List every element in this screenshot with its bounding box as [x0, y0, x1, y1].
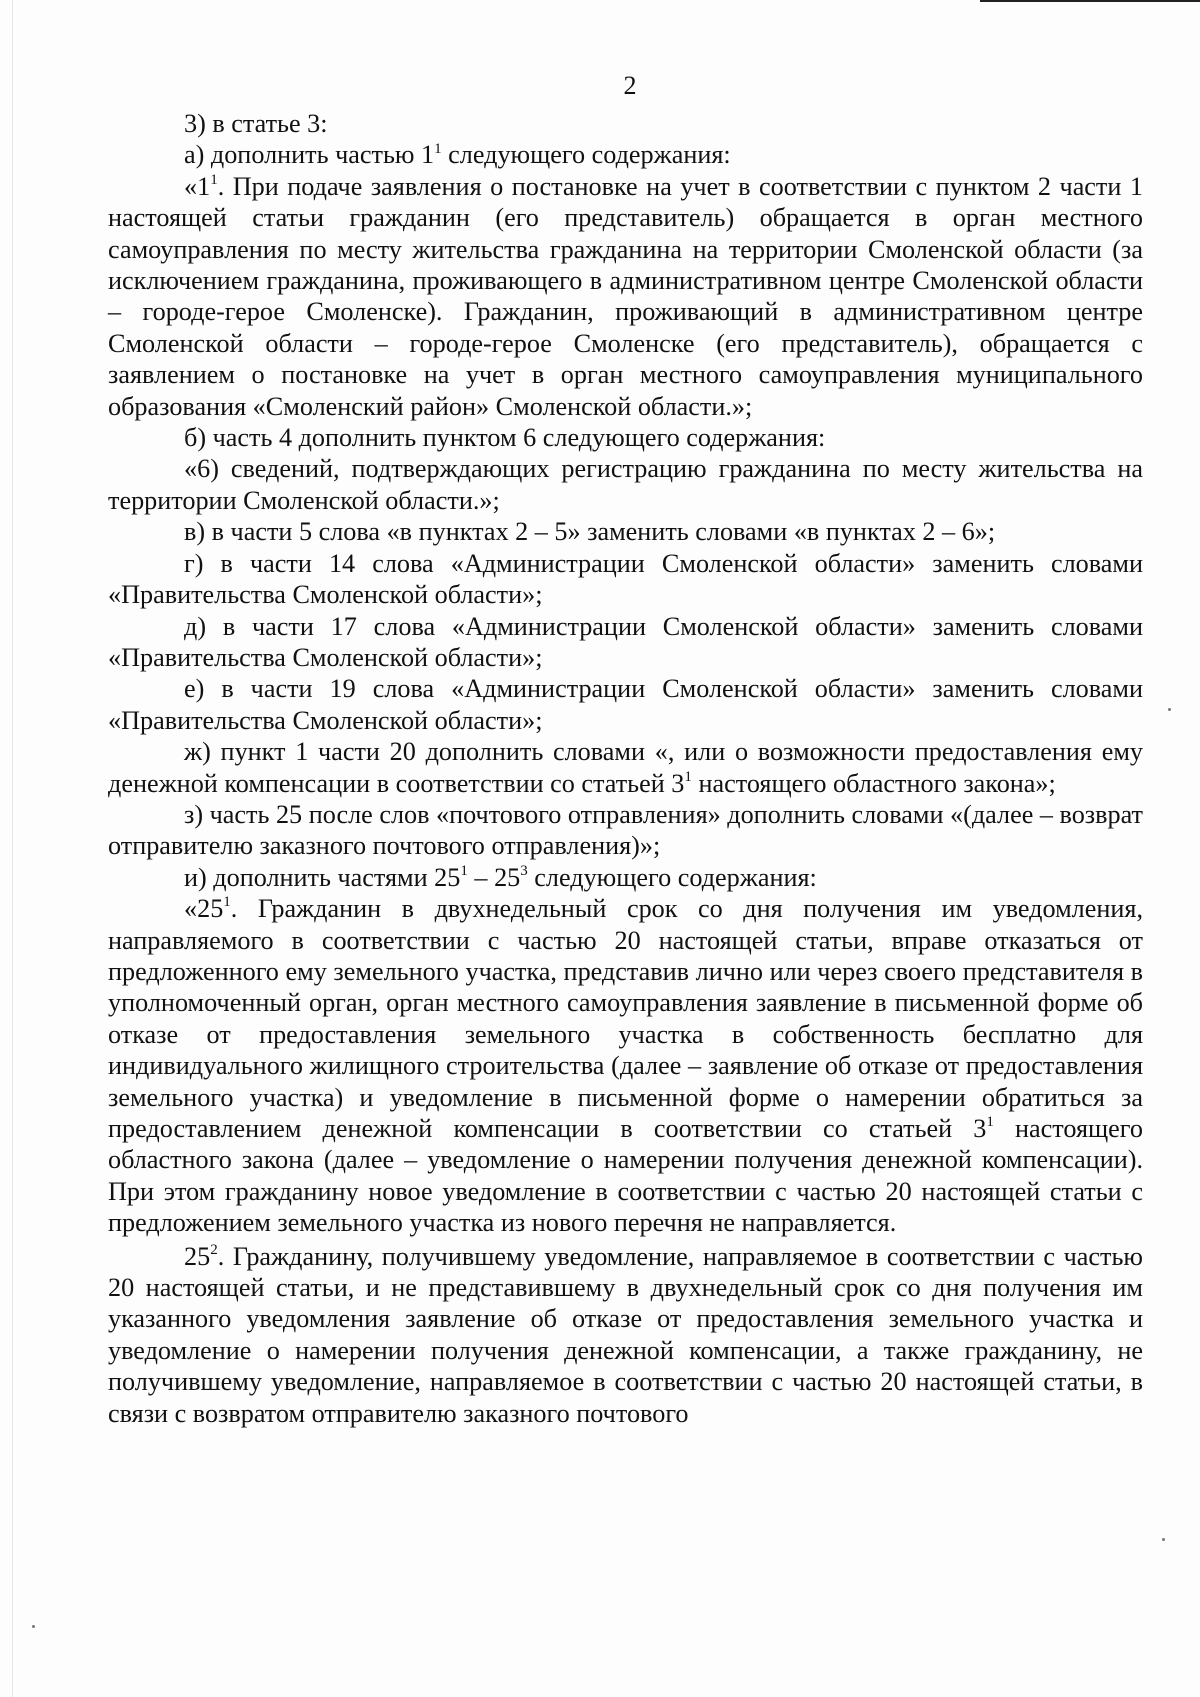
scan-speck	[32, 1625, 35, 1628]
paragraph-item-g	[108, 548, 1143, 611]
paragraph-item-a	[108, 139, 1143, 170]
text-run: следующего содержания:	[527, 862, 817, 892]
text-run: . Гражданин в двухнедельный срок со дня получения им уведомления, направляемого в соответствии с частью 20 настоящей статьи, вправе отказаться от предложенного ему земельного участка, представив лично или через своего представителя в уполномоченный орган, орган местного самоуправления заявление в письменной форме об отказе от предоставления земельного участка в собственность бесплатно для индивидуального жилищного строительства (далее – заявление об отказе от предоставления земельного участка) и уведомление в письменной форме о намерении обратиться за предоставлением денежной компенсации в соответствии со статьей 3	[108, 894, 1143, 1143]
text-run: 25	[184, 1241, 211, 1271]
paragraph-part-25-1	[108, 893, 1143, 1238]
superscript: 1	[223, 894, 231, 911]
superscript: 1	[210, 172, 218, 189]
text-run: г) в части 14 слова «Администрации Смоленской области» заменить словами «Правительства Смоленской области»;	[108, 548, 1143, 610]
text-run: з) часть 25 после слов «почтового отправления» дополнить словами «(далее – возврат отправителю заказного почтового отправления)»;	[108, 799, 1144, 861]
paragraph-item-e	[108, 673, 1143, 736]
text-run: . При подаче заявления о постановке на учет в соответствии с пунктом 2 части 1 настоящей статьи гражданин (его представитель) обращается в орган местного самоуправления по месту жительства гражданина на территории Смоленской области (за исключением гражданина, проживающего в административном центре Смоленской области – городе-герое Смоленске). Гражданин, проживающий в административном центре Смоленской области – городе-герое Смоленске (его представитель), обращается с заявлением о постановке на учет в орган местного самоуправления муниципального образования «Смоленский район» Смоленской области.»;	[108, 171, 1143, 421]
text-run: – 25	[467, 862, 521, 892]
scan-edge-top	[980, 0, 1200, 2]
document-body	[108, 108, 1143, 1429]
text-run: «1	[184, 171, 211, 201]
paragraph-item-b	[108, 422, 1143, 453]
text-run: е) в части 19 слова «Администрации Смоленской области» заменить словами «Правительства Смоленской области»;	[108, 674, 1143, 735]
superscript: 1	[460, 863, 468, 880]
text-run: в) в части 5 слова «в пунктах 2 – 5» заменить словами «в пунктах 2 – 6»;	[184, 517, 996, 547]
text-run: д) в части 17 слова «Администрации Смоленской области» заменить словами «Правительства Смоленской области»;	[108, 611, 1143, 672]
paragraph-item-d	[108, 611, 1143, 674]
scan-edge-left	[12, 0, 13, 1697]
text-run: 3) в статье 3:	[184, 109, 328, 138]
superscript: 3	[520, 863, 528, 880]
page-number: 2	[623, 71, 637, 100]
text-run: а) дополнить частью 1	[184, 140, 435, 170]
scan-speck	[1168, 708, 1171, 711]
paragraph-item-v	[108, 516, 1143, 547]
text-run: следующего содержания:	[441, 140, 731, 170]
superscript: 1	[684, 768, 692, 785]
paragraph-part-1-1	[108, 171, 1143, 422]
paragraph-item-i	[108, 862, 1143, 893]
superscript: 1	[434, 140, 442, 157]
text-run: настоящего областного закона (далее – уведомление о намерении получения денежной компенсации). При этом гражданину новое уведомление в соответствии с частью 20 настоящей статьи с предложением земельного участка из нового перечня не направляется.	[108, 1114, 1143, 1238]
paragraph-item-zh	[108, 736, 1143, 799]
text-run: «25	[184, 894, 224, 924]
text-run: «6) сведений, подтверждающих регистрацию гражданина по месту жительства на территории Смоленской области.»;	[108, 454, 1143, 515]
text-run: настоящего областного закона»;	[691, 768, 1056, 798]
paragraph-point-6	[108, 453, 1143, 516]
paragraph-part-25-2	[108, 1241, 1143, 1429]
paragraph-item-z	[108, 799, 1143, 862]
text-run: . Гражданину, получившему уведомление, направляемое в соответствии с частью 20 настоящей статьи, и не представившему в двухнедельный срок со дня получения им указанного уведомления заявление об отказе от предоставления земельного участка и уведомление о намерении получения денежной компенсации, а также гражданину, не получившему уведомление, направляемое в соответствии с частью 20 настоящей статьи, в связи с возвратом отправителю заказного почтового	[108, 1241, 1143, 1428]
text-run: б) часть 4 дополнить пунктом 6 следующего содержания:	[184, 423, 826, 453]
scan-speck	[1162, 1538, 1165, 1541]
paragraph-article-3	[108, 108, 1143, 139]
superscript: 1	[986, 1114, 994, 1131]
text-run: ж) пункт 1 части 20 дополнить словами «, или о возможности предоставления ему денежной компенсации в соответствии со статьей 3	[108, 737, 1143, 798]
superscript: 2	[210, 1241, 218, 1258]
text-run: и) дополнить частями 25	[184, 862, 461, 892]
